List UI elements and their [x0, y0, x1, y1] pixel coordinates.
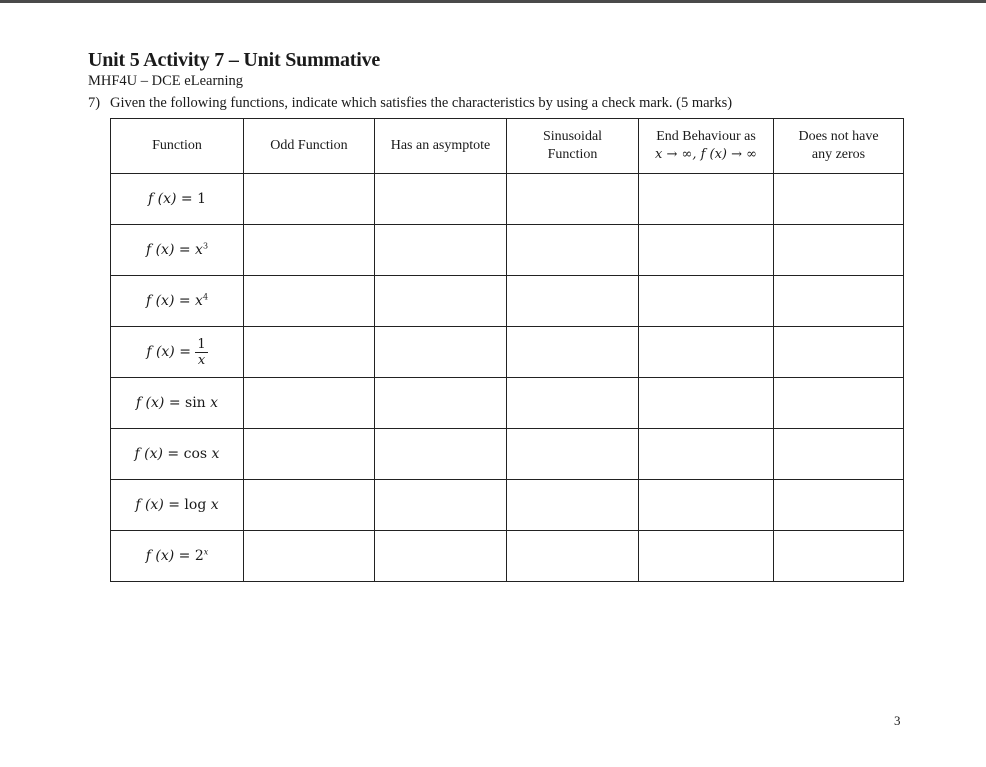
header-end-behaviour-line1: End Behaviour as	[656, 129, 756, 144]
top-border	[0, 0, 986, 3]
checkbox-cell-odd[interactable]	[244, 378, 375, 429]
checkbox-cell-asymptote[interactable]	[375, 429, 507, 480]
checkbox-cell-odd[interactable]	[244, 174, 375, 225]
checkbox-cell-end-behaviour[interactable]	[639, 480, 774, 531]
checkbox-cell-asymptote[interactable]	[375, 225, 507, 276]
header-odd-function: Odd Function	[244, 119, 375, 174]
checkbox-cell-sinusoidal[interactable]	[507, 531, 639, 582]
question-prompt	[88, 95, 732, 112]
header-has-asymptote: Has an asymptote	[375, 119, 507, 174]
checkbox-cell-asymptote[interactable]	[375, 327, 507, 378]
checkbox-cell-end-behaviour[interactable]	[639, 327, 774, 378]
question-text: Given the following functions, indicate which satisfies the characteristics by using a check mark. (5 marks)	[110, 95, 733, 111]
checkbox-cell-no-zeros[interactable]	[774, 225, 904, 276]
function-cell	[111, 225, 244, 276]
table-row	[111, 276, 904, 327]
function-cell	[111, 531, 244, 582]
checkbox-cell-sinusoidal[interactable]	[507, 327, 639, 378]
checkbox-cell-odd[interactable]	[244, 531, 375, 582]
checkbox-cell-asymptote[interactable]	[375, 276, 507, 327]
checkbox-cell-end-behaviour[interactable]	[639, 225, 774, 276]
page-number: 3	[894, 713, 901, 728]
function-cell	[111, 174, 244, 225]
header-sinusoidal-line2: Function	[547, 147, 598, 162]
function-cell	[111, 429, 244, 480]
function-cosine: f (x) = cos x	[134, 445, 220, 462]
checkbox-cell-no-zeros[interactable]	[774, 174, 904, 225]
checkbox-cell-odd[interactable]	[244, 225, 375, 276]
checkbox-cell-no-zeros[interactable]	[774, 327, 904, 378]
checkbox-cell-asymptote[interactable]	[375, 480, 507, 531]
checkbox-cell-sinusoidal[interactable]	[507, 480, 639, 531]
checkbox-cell-no-zeros[interactable]	[774, 378, 904, 429]
function-cell	[111, 327, 244, 378]
document-title: Unit 5 Activity 7 – Unit Summative	[88, 49, 381, 71]
function-exponential: f $(x) = 2^x$	[145, 547, 209, 564]
header-row	[111, 119, 904, 174]
checkbox-cell-odd[interactable]	[244, 276, 375, 327]
header-no-zeros-line2: any zeros	[811, 147, 866, 162]
checkbox-cell-odd[interactable]	[244, 327, 375, 378]
function-constant: f (x) = 1	[147, 190, 206, 207]
header-function: Function	[111, 119, 244, 174]
checkbox-cell-odd[interactable]	[244, 480, 375, 531]
function-sine: f (x) = sin x	[135, 394, 219, 411]
header-end-behaviour	[639, 119, 774, 174]
checkbox-cell-asymptote[interactable]	[375, 174, 507, 225]
header-end-behaviour-math: x → ∞, f (x) → ∞	[655, 147, 757, 162]
course-subtitle: MHF4U – DCE eLearning	[88, 73, 244, 89]
table-row	[111, 327, 904, 378]
checkbox-cell-end-behaviour[interactable]	[639, 174, 774, 225]
checkbox-cell-end-behaviour[interactable]	[639, 378, 774, 429]
checkbox-cell-asymptote[interactable]	[375, 531, 507, 582]
question-number: 7)	[88, 95, 101, 111]
table-row	[111, 480, 904, 531]
header-no-zeros-line1: Does not have	[798, 129, 879, 144]
function-cell	[111, 480, 244, 531]
function-cell	[111, 378, 244, 429]
checkbox-cell-sinusoidal[interactable]	[507, 378, 639, 429]
table-row	[111, 429, 904, 480]
table-row	[111, 378, 904, 429]
table-row	[111, 531, 904, 582]
function-reciprocal: f (x) = $\frac{1}{x}$	[146, 336, 206, 368]
function-quartic: f $(x) = x^4$	[145, 292, 209, 309]
checkbox-cell-sinusoidal[interactable]	[507, 429, 639, 480]
checkbox-cell-end-behaviour[interactable]	[639, 429, 774, 480]
checkbox-cell-end-behaviour[interactable]	[639, 276, 774, 327]
checkbox-cell-sinusoidal[interactable]	[507, 276, 639, 327]
characteristics-table	[110, 118, 904, 582]
checkbox-cell-no-zeros[interactable]	[774, 480, 904, 531]
checkbox-cell-no-zeros[interactable]	[774, 429, 904, 480]
fraction: $\frac{1}{x}$	[197, 336, 206, 368]
checkbox-cell-odd[interactable]	[244, 429, 375, 480]
checkbox-cell-sinusoidal[interactable]	[507, 225, 639, 276]
header-sinusoidal-line1: Sinusoidal	[542, 129, 603, 144]
checkbox-cell-sinusoidal[interactable]	[507, 174, 639, 225]
function-cell	[111, 276, 244, 327]
checkbox-cell-no-zeros[interactable]	[774, 531, 904, 582]
function-logarithm: f (x) = log x	[135, 496, 219, 513]
header-no-zeros	[774, 119, 904, 174]
checkbox-cell-no-zeros[interactable]	[774, 276, 904, 327]
checkbox-cell-end-behaviour[interactable]	[639, 531, 774, 582]
function-cubic: f $(x) = x^3$	[145, 241, 209, 258]
header-sinusoidal	[507, 119, 639, 174]
table-row	[111, 174, 904, 225]
table-row	[111, 225, 904, 276]
checkbox-cell-asymptote[interactable]	[375, 378, 507, 429]
